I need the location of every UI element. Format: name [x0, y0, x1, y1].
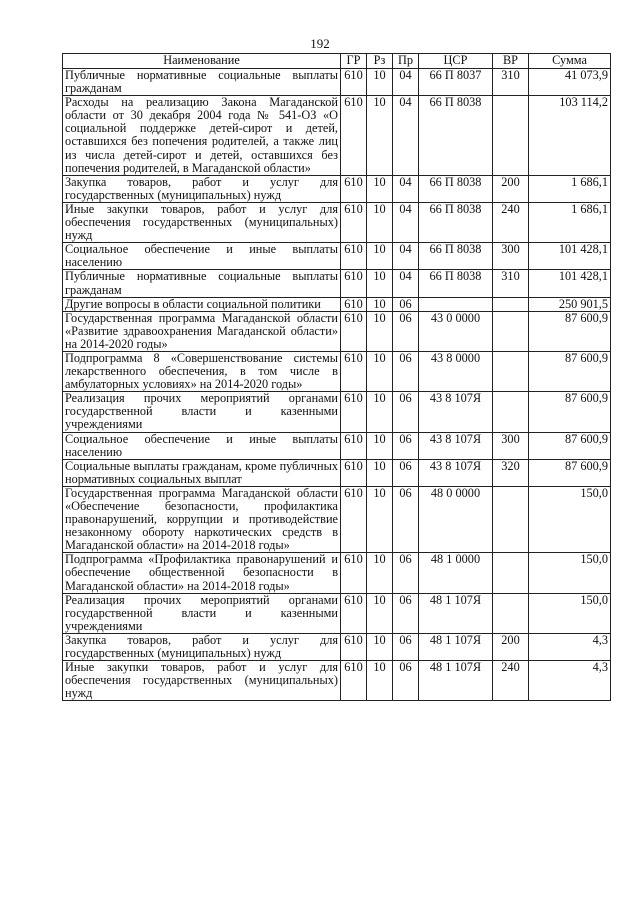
table-row	[63, 486, 611, 552]
row-sum: 150,0	[529, 553, 611, 593]
row-sum: 41 073,9	[529, 69, 611, 96]
header-csr: ЦСР	[419, 54, 493, 69]
row-gr: 610	[341, 593, 367, 633]
row-name: Подпрограмма «Профилактика правонарушений и обеспечение общественной безопасности в Магаданской области» на 2014-2018 годы»	[63, 553, 341, 593]
row-pr: 06	[393, 553, 419, 593]
row-sum: 250 901,5	[529, 297, 611, 311]
row-csr: 48 0 0000	[419, 486, 493, 552]
row-pr: 06	[393, 633, 419, 660]
header-rz: Рз	[367, 54, 393, 69]
table-row	[63, 270, 611, 297]
table-row	[63, 175, 611, 202]
table-row	[63, 633, 611, 660]
row-csr: 48 1 107Я	[419, 593, 493, 633]
row-csr: 66 П 8037	[419, 69, 493, 96]
row-pr: 04	[393, 270, 419, 297]
row-vr: 300	[493, 432, 529, 459]
row-csr: 43 8 0000	[419, 351, 493, 391]
row-csr: 43 8 107Я	[419, 392, 493, 432]
row-vr: 320	[493, 459, 529, 486]
table-row	[63, 553, 611, 593]
row-gr: 610	[341, 96, 367, 176]
row-name: Иные закупки товаров, работ и услуг для обеспечения государственных (муниципальных) нужд	[63, 202, 341, 242]
header-vr: ВР	[493, 54, 529, 69]
budget-table	[62, 53, 611, 701]
row-sum: 87 600,9	[529, 459, 611, 486]
row-vr: 240	[493, 661, 529, 701]
row-vr: 240	[493, 202, 529, 242]
row-sum: 4,3	[529, 633, 611, 660]
row-name: Реализация прочих мероприятий органами государственной власти и казенными учреждениями	[63, 593, 341, 633]
row-vr	[493, 553, 529, 593]
row-rz: 10	[367, 243, 393, 270]
row-name: Расходы на реализацию Закона Магаданской области от 30 декабря 2004 года № 541-ОЗ «О социальной поддержке детей-сирот и детей, оставшихся без попечения родителей, а также лиц из числа детей-сирот и детей, оставшихся без попечения родителей, в Магаданской области»	[63, 96, 341, 176]
row-rz: 10	[367, 96, 393, 176]
header-sum: Сумма	[529, 54, 611, 69]
row-vr	[493, 392, 529, 432]
row-pr: 06	[393, 486, 419, 552]
table-row	[63, 96, 611, 176]
row-rz: 10	[367, 69, 393, 96]
row-rz: 10	[367, 351, 393, 391]
table-row	[63, 351, 611, 391]
row-csr: 43 0 0000	[419, 311, 493, 351]
row-csr: 66 П 8038	[419, 270, 493, 297]
row-gr: 610	[341, 175, 367, 202]
row-rz: 10	[367, 175, 393, 202]
row-rz: 10	[367, 270, 393, 297]
row-pr: 04	[393, 202, 419, 242]
row-sum: 4,3	[529, 661, 611, 701]
row-vr	[493, 96, 529, 176]
row-name: Иные закупки товаров, работ и услуг для обеспечения государственных (муниципальных) нужд	[63, 661, 341, 701]
row-csr	[419, 297, 493, 311]
table-row	[63, 297, 611, 311]
row-name: Публичные нормативные социальные выплаты гражданам	[63, 270, 341, 297]
row-csr: 43 8 107Я	[419, 459, 493, 486]
row-name: Социальное обеспечение и иные выплаты населению	[63, 243, 341, 270]
row-gr: 610	[341, 392, 367, 432]
row-pr: 06	[393, 297, 419, 311]
row-rz: 10	[367, 432, 393, 459]
table-row	[63, 311, 611, 351]
header-gr: ГР	[341, 54, 367, 69]
row-csr: 66 П 8038	[419, 175, 493, 202]
row-rz: 10	[367, 486, 393, 552]
row-gr: 610	[341, 661, 367, 701]
row-rz: 10	[367, 553, 393, 593]
row-gr: 610	[341, 633, 367, 660]
row-sum: 1 686,1	[529, 202, 611, 242]
row-name: Социальное обеспечение и иные выплаты населению	[63, 432, 341, 459]
row-rz: 10	[367, 311, 393, 351]
row-rz: 10	[367, 459, 393, 486]
row-gr: 610	[341, 486, 367, 552]
table-row	[63, 661, 611, 701]
row-sum: 87 600,9	[529, 351, 611, 391]
row-name: Подпрограмма 8 «Совершенствование системы лекарственного обеспечения, в том числе в амбулаторных условиях» на 2014-2020 годы»	[63, 351, 341, 391]
row-csr: 66 П 8038	[419, 202, 493, 242]
row-sum: 1 686,1	[529, 175, 611, 202]
row-pr: 04	[393, 96, 419, 176]
row-gr: 610	[341, 243, 367, 270]
row-csr: 43 8 107Я	[419, 432, 493, 459]
row-gr: 610	[341, 459, 367, 486]
row-rz: 10	[367, 593, 393, 633]
row-pr: 06	[393, 392, 419, 432]
row-sum: 150,0	[529, 593, 611, 633]
row-rz: 10	[367, 202, 393, 242]
row-sum: 101 428,1	[529, 243, 611, 270]
row-csr: 66 П 8038	[419, 243, 493, 270]
row-pr: 04	[393, 175, 419, 202]
row-name: Закупка товаров, работ и услуг для государственных (муниципальных) нужд	[63, 175, 341, 202]
row-sum: 103 114,2	[529, 96, 611, 176]
table-row	[63, 459, 611, 486]
row-vr	[493, 486, 529, 552]
row-name: Реализация прочих мероприятий органами государственной власти и казенными учреждениями	[63, 392, 341, 432]
table-row	[63, 593, 611, 633]
row-gr: 610	[341, 432, 367, 459]
row-vr	[493, 297, 529, 311]
row-gr: 610	[341, 202, 367, 242]
table-row	[63, 392, 611, 432]
row-sum: 87 600,9	[529, 392, 611, 432]
row-sum: 150,0	[529, 486, 611, 552]
row-rz: 10	[367, 633, 393, 660]
page-number: 192	[310, 36, 330, 51]
row-csr: 48 1 0000	[419, 553, 493, 593]
row-name: Закупка товаров, работ и услуг для государственных (муниципальных) нужд	[63, 633, 341, 660]
row-vr: 200	[493, 633, 529, 660]
row-sum: 101 428,1	[529, 270, 611, 297]
table-row	[63, 202, 611, 242]
row-pr: 06	[393, 432, 419, 459]
row-gr: 610	[341, 311, 367, 351]
row-pr: 04	[393, 69, 419, 96]
row-gr: 610	[341, 297, 367, 311]
row-name: Государственная программа Магаданской области «Развитие здравоохранения Магаданской области» на 2014-2020 годы»	[63, 311, 341, 351]
table-row	[63, 243, 611, 270]
row-name: Другие вопросы в области социальной политики	[63, 297, 341, 311]
row-vr: 200	[493, 175, 529, 202]
row-sum: 87 600,9	[529, 432, 611, 459]
row-gr: 610	[341, 69, 367, 96]
row-vr	[493, 311, 529, 351]
row-pr: 06	[393, 311, 419, 351]
header-name: Наименование	[63, 54, 341, 69]
row-pr: 06	[393, 351, 419, 391]
row-gr: 610	[341, 553, 367, 593]
row-vr: 300	[493, 243, 529, 270]
row-vr	[493, 351, 529, 391]
row-rz: 10	[367, 392, 393, 432]
row-name: Социальные выплаты гражданам, кроме публичных нормативных социальных выплат	[63, 459, 341, 486]
row-vr: 310	[493, 69, 529, 96]
row-name: Публичные нормативные социальные выплаты гражданам	[63, 69, 341, 96]
row-csr: 66 П 8038	[419, 96, 493, 176]
row-gr: 610	[341, 351, 367, 391]
row-pr: 04	[393, 243, 419, 270]
table-header-row	[63, 54, 611, 69]
row-pr: 06	[393, 661, 419, 701]
row-name: Государственная программа Магаданской области «Обеспечение безопасности, профилактика правонарушений, коррупции и противодействие незаконному обороту наркотических средств в Магаданской области» на 2014-2018 годы»	[63, 486, 341, 552]
row-csr: 48 1 107Я	[419, 633, 493, 660]
row-rz: 10	[367, 661, 393, 701]
row-pr: 06	[393, 593, 419, 633]
row-vr	[493, 593, 529, 633]
header-pr: Пр	[393, 54, 419, 69]
row-gr: 610	[341, 270, 367, 297]
row-rz: 10	[367, 297, 393, 311]
table-row	[63, 432, 611, 459]
row-pr: 06	[393, 459, 419, 486]
row-sum: 87 600,9	[529, 311, 611, 351]
table-row	[63, 69, 611, 96]
row-csr: 48 1 107Я	[419, 661, 493, 701]
row-vr: 310	[493, 270, 529, 297]
